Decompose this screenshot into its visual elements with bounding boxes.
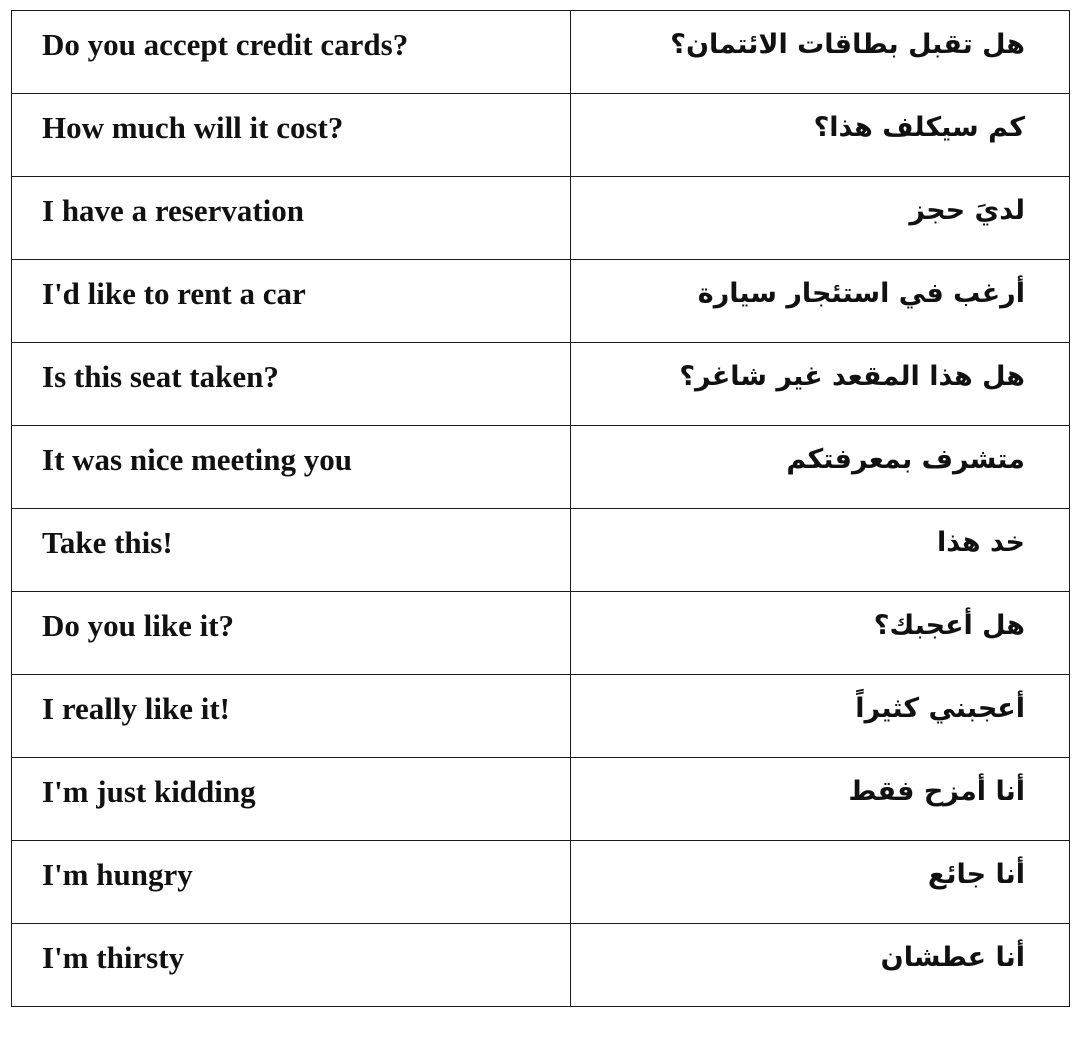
english-phrase: Is this seat taken? — [42, 359, 279, 394]
arabic-cell — [571, 426, 1070, 509]
arabic-phrase: هل هذا المقعد غير شاغر؟ — [679, 361, 1025, 392]
arabic-cell — [571, 924, 1070, 1007]
english-cell — [12, 509, 571, 592]
english-cell — [12, 592, 571, 675]
english-phrase: Do you like it? — [42, 608, 235, 643]
arabic-phrase: أنا جائع — [927, 859, 1025, 890]
english-cell — [12, 841, 571, 924]
arabic-phrase: هل تقبل بطاقات الائتمان؟ — [670, 29, 1025, 60]
english-cell — [12, 177, 571, 260]
table-row — [12, 343, 1070, 426]
english-cell — [12, 924, 571, 1007]
phrase-table — [11, 10, 1070, 1007]
table-row — [12, 758, 1070, 841]
arabic-cell — [571, 758, 1070, 841]
english-cell — [12, 11, 571, 94]
arabic-cell — [571, 11, 1070, 94]
arabic-cell — [571, 841, 1070, 924]
table-row — [12, 426, 1070, 509]
arabic-cell — [571, 675, 1070, 758]
table-row — [12, 841, 1070, 924]
table-row — [12, 924, 1070, 1007]
english-phrase: I have a reservation — [42, 193, 305, 228]
english-cell — [12, 94, 571, 177]
table-row — [12, 592, 1070, 675]
arabic-cell — [571, 343, 1070, 426]
arabic-phrase: متشرف بمعرفتكم — [786, 444, 1025, 475]
english-phrase: Do you accept credit cards? — [42, 27, 409, 62]
english-phrase: I really like it! — [42, 691, 230, 726]
english-cell — [12, 426, 571, 509]
arabic-phrase: أنا أمزح فقط — [848, 776, 1025, 807]
english-phrase: I'm thirsty — [42, 940, 185, 975]
english-cell — [12, 343, 571, 426]
table-row — [12, 509, 1070, 592]
arabic-phrase: أنا عطشان — [880, 942, 1025, 973]
table-row — [12, 94, 1070, 177]
table-row — [12, 11, 1070, 94]
arabic-phrase: أعجبني كثيراً — [855, 693, 1025, 724]
english-phrase: I'd like to rent a car — [42, 276, 306, 311]
arabic-cell — [571, 260, 1070, 343]
arabic-cell — [571, 509, 1070, 592]
arabic-cell — [571, 177, 1070, 260]
arabic-cell — [571, 94, 1070, 177]
table-row — [12, 177, 1070, 260]
arabic-cell — [571, 592, 1070, 675]
english-phrase: I'm just kidding — [42, 774, 256, 809]
english-cell — [12, 260, 571, 343]
english-phrase: I'm hungry — [42, 857, 193, 892]
arabic-phrase: أرغب في استئجار سيارة — [697, 278, 1025, 309]
table-row — [12, 260, 1070, 343]
table-row — [12, 675, 1070, 758]
english-cell — [12, 675, 571, 758]
english-phrase: It was nice meeting you — [42, 442, 352, 477]
arabic-phrase: هل أعجبك؟ — [873, 610, 1025, 641]
english-cell — [12, 758, 571, 841]
arabic-phrase: كم سيكلف هذا؟ — [813, 112, 1025, 143]
english-phrase: Take this! — [42, 525, 173, 560]
english-phrase: How much will it cost? — [42, 110, 344, 145]
arabic-phrase: خد هذا — [936, 527, 1025, 558]
arabic-phrase: لديَ حجز — [909, 195, 1025, 226]
